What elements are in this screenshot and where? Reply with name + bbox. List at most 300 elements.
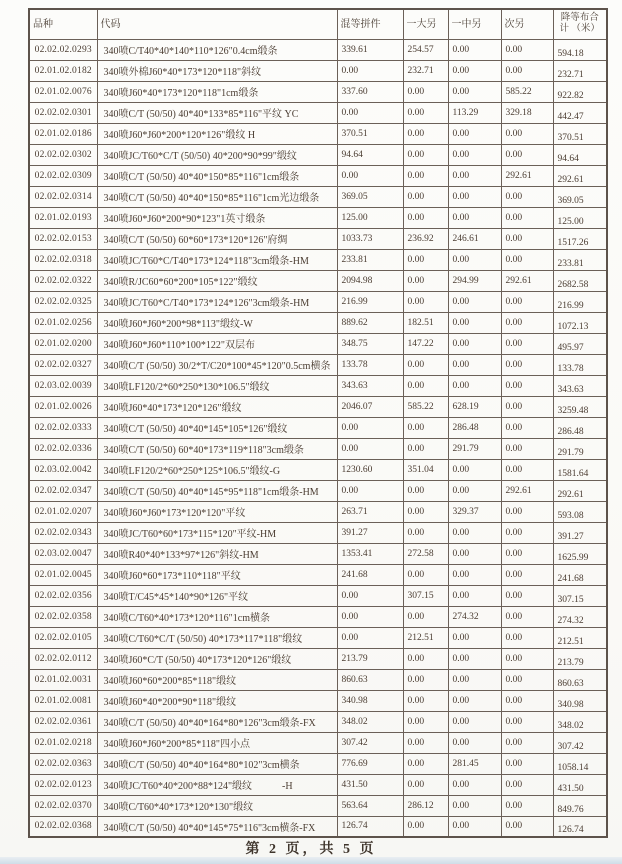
cell-total: 370.51	[553, 123, 607, 144]
cell-code: 02.02.02.0343	[29, 522, 97, 543]
cell-total: 860.63	[553, 669, 607, 690]
column-header-total: 降等布合计 （米）	[553, 9, 607, 39]
table-row	[29, 291, 607, 312]
cell-code: 02.02.02.0293	[29, 39, 97, 60]
scan-edge-artifact	[0, 857, 622, 864]
cell-mid: 0.00	[448, 165, 501, 186]
cell-desc: 340喷JC/T60*60*173*115*120"平纹-HM	[97, 522, 337, 543]
cell-big: 0.00	[403, 354, 448, 375]
cell-code: 02.01.02.0045	[29, 564, 97, 585]
cell-total: 849.76	[553, 795, 607, 816]
cell-big: 286.12	[403, 795, 448, 816]
cell-big: 212.51	[403, 627, 448, 648]
cell-total: 292.61	[553, 165, 607, 186]
cell-sub: 0.00	[501, 564, 553, 585]
cell-sub: 0.00	[501, 60, 553, 81]
cell-mixed: 307.42	[337, 732, 403, 753]
cell-total: 307.42	[553, 732, 607, 753]
cell-sub: 0.00	[501, 522, 553, 543]
cell-mixed: 125.00	[337, 207, 403, 228]
cell-code: 02.02.02.0363	[29, 753, 97, 774]
cell-code: 02.02.02.0112	[29, 648, 97, 669]
table-row	[29, 648, 607, 669]
cell-desc: 340喷J60*40*200*90*118"缎纹	[97, 690, 337, 711]
cell-desc: 340喷外棉J60*40*173*120*118"斜纹	[97, 60, 337, 81]
cell-sub: 0.00	[501, 753, 553, 774]
cell-total: 495.97	[553, 333, 607, 354]
cell-total: 594.18	[553, 39, 607, 60]
cell-mid: 628.19	[448, 396, 501, 417]
cell-mid: 0.00	[448, 480, 501, 501]
cell-sub: 0.00	[501, 459, 553, 480]
cell-big: 0.00	[403, 564, 448, 585]
cell-sub: 0.00	[501, 732, 553, 753]
cell-mixed: 1230.60	[337, 459, 403, 480]
cell-mixed: 0.00	[337, 60, 403, 81]
cell-sub: 0.00	[501, 438, 553, 459]
cell-big: 0.00	[403, 501, 448, 522]
cell-desc: 340喷C/T (50/50) 40*40*145*75*116"3cm横条-FX	[97, 816, 337, 837]
cell-code: 02.02.02.0356	[29, 585, 97, 606]
cell-desc: 340喷JC/T60*C/T40*173*124*118"3cm缎条-HM	[97, 249, 337, 270]
cell-sub: 0.00	[501, 291, 553, 312]
table-row	[29, 690, 607, 711]
cell-mixed: 216.99	[337, 291, 403, 312]
cell-mixed: 2046.07	[337, 396, 403, 417]
cell-big: 0.00	[403, 711, 448, 732]
cell-mid: 0.00	[448, 732, 501, 753]
cell-mixed: 0.00	[337, 480, 403, 501]
cell-mixed: 339.61	[337, 39, 403, 60]
cell-code: 02.03.02.0047	[29, 543, 97, 564]
cell-total: 126.74	[553, 816, 607, 837]
cell-sub: 292.61	[501, 480, 553, 501]
cell-sub: 0.00	[501, 312, 553, 333]
cell-total: 213.79	[553, 648, 607, 669]
cell-big: 351.04	[403, 459, 448, 480]
cell-mixed: 94.64	[337, 144, 403, 165]
cell-desc: 340喷J60*J60*200*98*113"缎纹-W	[97, 312, 337, 333]
cell-desc: 340喷C/T (50/50) 40*40*133*85*116"平纹 YC	[97, 102, 337, 123]
cell-big: 585.22	[403, 396, 448, 417]
cell-mid: 0.00	[448, 333, 501, 354]
cell-code: 02.02.02.0309	[29, 165, 97, 186]
cell-mixed: 1033.73	[337, 228, 403, 249]
table-row	[29, 186, 607, 207]
cell-code: 02.01.02.0218	[29, 732, 97, 753]
table-row	[29, 459, 607, 480]
cell-mid: 0.00	[448, 543, 501, 564]
cell-desc: 340喷C/T40*40*140*110*126"0.4cm缎条	[97, 39, 337, 60]
cell-total: 343.63	[553, 375, 607, 396]
table-row	[29, 102, 607, 123]
cell-code: 02.02.02.0333	[29, 417, 97, 438]
cell-mid: 0.00	[448, 291, 501, 312]
cell-big: 232.71	[403, 60, 448, 81]
cell-code: 02.02.02.0358	[29, 606, 97, 627]
cell-total: 3259.48	[553, 396, 607, 417]
column-header-code: 品种	[29, 9, 97, 39]
cell-mixed: 126.74	[337, 816, 403, 837]
cell-total: 216.99	[553, 291, 607, 312]
table-row	[29, 417, 607, 438]
cell-desc: 340喷R40*40*133*97*126"斜纹-HM	[97, 543, 337, 564]
table-body	[29, 39, 607, 837]
cell-big: 0.00	[403, 606, 448, 627]
cell-desc: 340喷C/T (50/50) 60*40*173*119*118"3cm缎条	[97, 438, 337, 459]
cell-sub: 0.00	[501, 648, 553, 669]
table-row	[29, 606, 607, 627]
cell-big: 0.00	[403, 774, 448, 795]
cell-mixed: 348.02	[337, 711, 403, 732]
table-row	[29, 81, 607, 102]
cell-mid: 0.00	[448, 711, 501, 732]
column-header-big: 一大另	[403, 9, 448, 39]
cell-mid: 0.00	[448, 81, 501, 102]
cell-sub: 585.22	[501, 81, 553, 102]
table-row	[29, 816, 607, 837]
cell-mixed: 2094.98	[337, 270, 403, 291]
cell-mid: 0.00	[448, 60, 501, 81]
cell-sub: 0.00	[501, 249, 553, 270]
cell-total: 1581.64	[553, 459, 607, 480]
cell-desc: 340喷C/T (50/50) 40*40*145*95*118"1cm缎条-HM	[97, 480, 337, 501]
cell-mixed: 263.71	[337, 501, 403, 522]
cell-desc: 340喷C/T60*40*173*120*116"1cm横条	[97, 606, 337, 627]
cell-desc: 340喷C/T (50/50) 30/2*T/C20*100*45*120"0.5cm横条	[97, 354, 337, 375]
cell-big: 0.00	[403, 123, 448, 144]
cell-sub: 0.00	[501, 606, 553, 627]
cell-sub: 0.00	[501, 39, 553, 60]
table-row	[29, 165, 607, 186]
cell-total: 212.51	[553, 627, 607, 648]
cell-mixed: 369.05	[337, 186, 403, 207]
cell-big: 0.00	[403, 648, 448, 669]
cell-big: 0.00	[403, 438, 448, 459]
cell-mid: 0.00	[448, 648, 501, 669]
cell-sub: 0.00	[501, 333, 553, 354]
cell-mixed: 348.75	[337, 333, 403, 354]
cell-big: 0.00	[403, 669, 448, 690]
cell-mid: 0.00	[448, 690, 501, 711]
cell-desc: 340喷LF120/2*60*250*125*106.5"缎纹-G	[97, 459, 337, 480]
cell-code: 02.02.02.0322	[29, 270, 97, 291]
table-row	[29, 669, 607, 690]
cell-code: 02.02.02.0123	[29, 774, 97, 795]
cell-mixed: 340.98	[337, 690, 403, 711]
cell-mid: 291.79	[448, 438, 501, 459]
cell-mixed: 337.60	[337, 81, 403, 102]
cell-mixed: 241.68	[337, 564, 403, 585]
table-row	[29, 333, 607, 354]
cell-code: 02.02.02.0301	[29, 102, 97, 123]
cell-mid: 0.00	[448, 249, 501, 270]
cell-sub: 0.00	[501, 711, 553, 732]
cell-mid: 274.32	[448, 606, 501, 627]
cell-desc: 340喷C/T (50/50) 40*40*164*80*102"3cm横条	[97, 753, 337, 774]
cell-total: 431.50	[553, 774, 607, 795]
cell-big: 236.92	[403, 228, 448, 249]
cell-mixed: 889.62	[337, 312, 403, 333]
cell-mid: 0.00	[448, 795, 501, 816]
column-header-mixed: 混等拼件	[337, 9, 403, 39]
cell-desc: 340喷JC/T60*C/T (50/50) 40*200*90*99"缎纹	[97, 144, 337, 165]
cell-total: 286.48	[553, 417, 607, 438]
cell-sub: 0.00	[501, 627, 553, 648]
cell-big: 147.22	[403, 333, 448, 354]
cell-mixed: 233.81	[337, 249, 403, 270]
table-row	[29, 312, 607, 333]
table-row	[29, 438, 607, 459]
table-row	[29, 564, 607, 585]
cell-mid: 0.00	[448, 312, 501, 333]
cell-desc: 340喷LF120/2*60*250*130*106.5"缎纹	[97, 375, 337, 396]
cell-desc: 340喷C/T (50/50) 40*40*150*85*116"1cm光边缎条	[97, 186, 337, 207]
cell-big: 0.00	[403, 165, 448, 186]
cell-mixed: 370.51	[337, 123, 403, 144]
table-row	[29, 711, 607, 732]
table-row	[29, 501, 607, 522]
table-row	[29, 39, 607, 60]
cell-big: 0.00	[403, 291, 448, 312]
cell-total: 1517.26	[553, 228, 607, 249]
cell-desc: 340喷J60*J60*173*120*120"平纹	[97, 501, 337, 522]
cell-big: 0.00	[403, 375, 448, 396]
cell-desc: 340喷J60*40*173*120*126"缎纹	[97, 396, 337, 417]
cell-mid: 0.00	[448, 39, 501, 60]
cell-mid: 246.61	[448, 228, 501, 249]
cell-sub: 292.61	[501, 165, 553, 186]
cell-big: 0.00	[403, 690, 448, 711]
cell-sub: 0.00	[501, 585, 553, 606]
cell-mid: 0.00	[448, 564, 501, 585]
cell-total: 232.71	[553, 60, 607, 81]
cell-desc: 340喷JC/T60*C/T40*173*124*126"3cm缎条-HM	[97, 291, 337, 312]
cell-total: 593.08	[553, 501, 607, 522]
cell-mid: 0.00	[448, 123, 501, 144]
table-row	[29, 543, 607, 564]
cell-mixed: 431.50	[337, 774, 403, 795]
cell-desc: 340喷C/T (50/50) 40*40*145*105*126"缎纹	[97, 417, 337, 438]
table-row	[29, 60, 607, 81]
cell-mid: 294.99	[448, 270, 501, 291]
cell-desc: 340喷J60*J60*200*120*126"缎纹 H	[97, 123, 337, 144]
cell-sub: 0.00	[501, 396, 553, 417]
cell-mixed: 776.69	[337, 753, 403, 774]
cell-mixed: 0.00	[337, 165, 403, 186]
column-header-sub: 次另	[501, 9, 553, 39]
cell-code: 02.02.02.0327	[29, 354, 97, 375]
cell-mixed: 133.78	[337, 354, 403, 375]
cell-big: 0.00	[403, 144, 448, 165]
cell-code: 02.02.02.0361	[29, 711, 97, 732]
table-row	[29, 354, 607, 375]
cell-total: 1625.99	[553, 543, 607, 564]
cell-big: 0.00	[403, 249, 448, 270]
cell-desc: 340喷JC/T60*40*200*88*124"缎纹 -H	[97, 774, 337, 795]
cell-code: 02.02.02.0347	[29, 480, 97, 501]
cell-mixed: 343.63	[337, 375, 403, 396]
table-row	[29, 396, 607, 417]
cell-big: 0.00	[403, 270, 448, 291]
table-row	[29, 123, 607, 144]
cell-big: 0.00	[403, 732, 448, 753]
cell-mixed: 213.79	[337, 648, 403, 669]
cell-total: 348.02	[553, 711, 607, 732]
cell-total: 442.47	[553, 102, 607, 123]
cell-code: 02.03.02.0039	[29, 375, 97, 396]
cell-mid: 0.00	[448, 774, 501, 795]
cell-desc: 340喷J60*J60*200*90*123"1英寸缎条	[97, 207, 337, 228]
cell-code: 02.01.02.0256	[29, 312, 97, 333]
cell-total: 391.27	[553, 522, 607, 543]
cell-desc: 340喷J60*40*173*120*118"1cm缎条	[97, 81, 337, 102]
table-row	[29, 627, 607, 648]
cell-total: 340.98	[553, 690, 607, 711]
cell-total: 1072.13	[553, 312, 607, 333]
cell-desc: 340喷J60*J60*200*85*118"四小点	[97, 732, 337, 753]
cell-total: 125.00	[553, 207, 607, 228]
cell-code: 02.02.02.0318	[29, 249, 97, 270]
cell-code: 02.01.02.0200	[29, 333, 97, 354]
cell-total: 2682.58	[553, 270, 607, 291]
cell-big: 0.00	[403, 753, 448, 774]
cell-sub: 0.00	[501, 774, 553, 795]
cell-mixed: 0.00	[337, 417, 403, 438]
cell-total: 1058.14	[553, 753, 607, 774]
cell-sub: 0.00	[501, 186, 553, 207]
cell-code: 02.02.02.0368	[29, 816, 97, 837]
cell-big: 0.00	[403, 102, 448, 123]
cell-total: 291.79	[553, 438, 607, 459]
cell-sub: 0.00	[501, 816, 553, 837]
cell-big: 0.00	[403, 186, 448, 207]
cell-big: 0.00	[403, 417, 448, 438]
table-row	[29, 732, 607, 753]
cell-big: 0.00	[403, 480, 448, 501]
cell-total: 274.32	[553, 606, 607, 627]
cell-total: 922.82	[553, 81, 607, 102]
table-header	[29, 9, 607, 39]
cell-code: 02.01.02.0031	[29, 669, 97, 690]
cell-code: 02.01.02.0193	[29, 207, 97, 228]
cell-code: 02.02.02.0153	[29, 228, 97, 249]
cell-desc: 340喷J60*J60*110*100*122"双层布	[97, 333, 337, 354]
table-row	[29, 480, 607, 501]
cell-mid: 0.00	[448, 375, 501, 396]
column-header-mid: 一中另	[448, 9, 501, 39]
cell-sub: 0.00	[501, 207, 553, 228]
cell-sub: 0.00	[501, 501, 553, 522]
cell-desc: 340喷C/T (50/50) 60*60*173*120*126"府绸	[97, 228, 337, 249]
cell-code: 02.02.02.0370	[29, 795, 97, 816]
cell-total: 133.78	[553, 354, 607, 375]
cell-sub: 0.00	[501, 795, 553, 816]
cell-mid: 0.00	[448, 627, 501, 648]
cell-mid: 0.00	[448, 354, 501, 375]
cell-mixed: 0.00	[337, 606, 403, 627]
cell-sub: 329.18	[501, 102, 553, 123]
cell-mid: 281.45	[448, 753, 501, 774]
cell-sub: 0.00	[501, 375, 553, 396]
cell-mid: 0.00	[448, 459, 501, 480]
cell-code: 02.02.02.0302	[29, 144, 97, 165]
cell-mixed: 1353.41	[337, 543, 403, 564]
cell-desc: 340喷T/C45*45*140*90*126"平纹	[97, 585, 337, 606]
cell-total: 233.81	[553, 249, 607, 270]
table-row	[29, 753, 607, 774]
cell-sub: 292.61	[501, 270, 553, 291]
cell-sub: 0.00	[501, 690, 553, 711]
cell-code: 02.02.02.0325	[29, 291, 97, 312]
cell-code: 02.02.02.0314	[29, 186, 97, 207]
table-row	[29, 249, 607, 270]
cell-mixed: 0.00	[337, 585, 403, 606]
cell-sub: 0.00	[501, 669, 553, 690]
cell-sub: 0.00	[501, 354, 553, 375]
table-row	[29, 585, 607, 606]
cell-sub: 0.00	[501, 543, 553, 564]
cell-code: 02.02.02.0336	[29, 438, 97, 459]
cell-desc: 340喷C/T (50/50) 40*40*150*85*116"1cm缎条	[97, 165, 337, 186]
table-row	[29, 795, 607, 816]
cell-desc: 340喷C/T60*40*173*120*130"缎纹	[97, 795, 337, 816]
cell-total: 307.15	[553, 585, 607, 606]
cell-code: 02.01.02.0076	[29, 81, 97, 102]
table-row	[29, 522, 607, 543]
cell-big: 272.58	[403, 543, 448, 564]
cell-mixed: 860.63	[337, 669, 403, 690]
cell-big: 307.15	[403, 585, 448, 606]
cell-mid: 0.00	[448, 669, 501, 690]
cell-mid: 0.00	[448, 522, 501, 543]
cell-desc: 340喷C/T60*C/T (50/50) 40*173*117*118"缎纹	[97, 627, 337, 648]
cell-big: 0.00	[403, 522, 448, 543]
column-header-desc: 代码	[97, 9, 337, 39]
cell-mid: 0.00	[448, 186, 501, 207]
cell-code: 02.01.02.0207	[29, 501, 97, 522]
cell-code: 02.01.02.0182	[29, 60, 97, 81]
cell-desc: 340喷J60*60*200*85*118"缎纹	[97, 669, 337, 690]
cell-mid: 0.00	[448, 144, 501, 165]
cell-mixed: 391.27	[337, 522, 403, 543]
cell-mixed: 0.00	[337, 102, 403, 123]
cell-mid: 286.48	[448, 417, 501, 438]
cell-sub: 0.00	[501, 228, 553, 249]
table-row	[29, 207, 607, 228]
table-row	[29, 228, 607, 249]
cell-desc: 340喷R/JC60*60*200*105*122"缎纹	[97, 270, 337, 291]
cell-code: 02.01.02.0186	[29, 123, 97, 144]
cell-total: 241.68	[553, 564, 607, 585]
cell-big: 0.00	[403, 207, 448, 228]
cell-code: 02.01.02.0026	[29, 396, 97, 417]
cell-mixed: 563.64	[337, 795, 403, 816]
cell-desc: 340喷C/T (50/50) 40*40*164*80*126"3cm缎条-FX	[97, 711, 337, 732]
cell-desc: 340喷J60*C/T (50/50) 40*173*120*126"缎纹	[97, 648, 337, 669]
table-row	[29, 774, 607, 795]
cell-mixed: 0.00	[337, 627, 403, 648]
cell-big: 182.51	[403, 312, 448, 333]
cell-code: 02.02.02.0105	[29, 627, 97, 648]
cell-big: 254.57	[403, 39, 448, 60]
cell-mid: 0.00	[448, 816, 501, 837]
cell-total: 94.64	[553, 144, 607, 165]
cell-desc: 340喷J60*60*173*110*118"平纹	[97, 564, 337, 585]
cell-sub: 0.00	[501, 123, 553, 144]
cell-mid: 0.00	[448, 207, 501, 228]
cell-mid: 329.37	[448, 501, 501, 522]
